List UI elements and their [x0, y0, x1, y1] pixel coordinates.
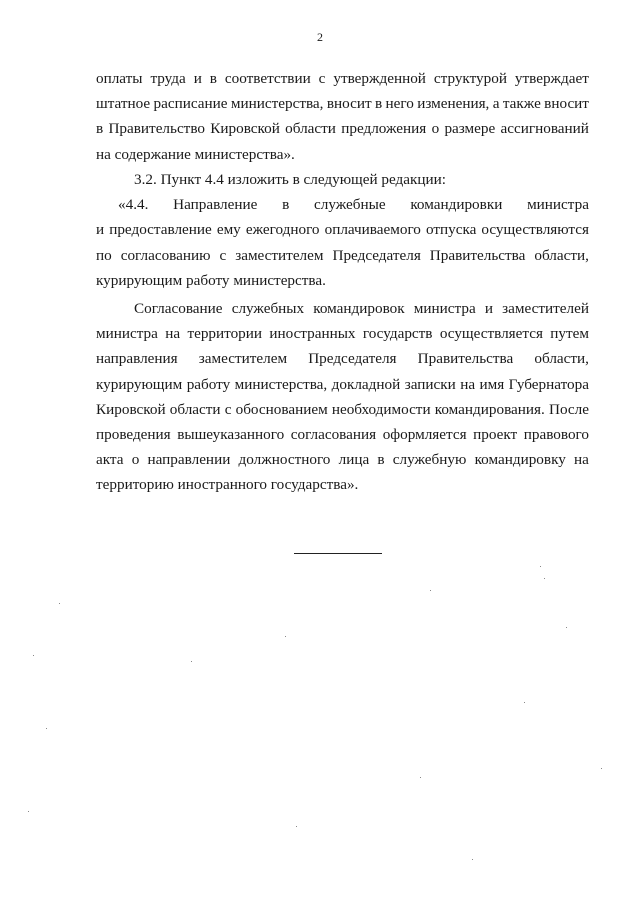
- text-line: курирующим работу министерства, докладной записки на имя Губернатора: [96, 375, 589, 393]
- text-line: министра на территории иностранных государств осуществляется путем: [96, 325, 589, 343]
- text-line: «4.4. Направление в служебные командировки министра: [118, 196, 589, 214]
- scan-speck: [59, 603, 60, 604]
- text-line: в Правительство Кировской области предложения о размере ассигнований: [96, 120, 589, 138]
- scan-speck: [191, 661, 192, 662]
- scan-speck: [46, 728, 47, 729]
- text-line: Кировской области с обоснованием необходимости командирования. После: [96, 400, 589, 418]
- text-line: Согласование служебных командировок министра и заместителей: [134, 300, 589, 317]
- text-line: направления заместителем Председателя Правительства области,: [96, 350, 589, 368]
- scan-speck: [28, 811, 29, 812]
- scan-speck: [544, 578, 545, 579]
- text-line: и предоставление ему ежегодного оплачиваемого отпуска осуществляются: [96, 221, 589, 239]
- scan-speck: [601, 768, 602, 769]
- text-line: оплаты труда и в соответствии с утвержденной структурой утверждает: [96, 70, 589, 87]
- scan-speck: [472, 859, 473, 860]
- text-line: территорию иностранного государства».: [96, 476, 359, 494]
- paragraph-clause-4-4: [96, 167, 589, 293]
- text-line: на содержание министерства».: [96, 145, 295, 163]
- text-line: штатное расписание министерства, вносит в него изменения, а также вносит: [96, 95, 589, 113]
- scan-speck: [296, 826, 297, 827]
- scan-speck: [33, 655, 34, 656]
- paragraph-foreign-trips: [96, 296, 589, 498]
- scan-speck: [566, 627, 567, 628]
- scan-speck: [524, 702, 525, 703]
- paragraph-salary-staffing: [96, 66, 589, 167]
- end-separator-line: [294, 553, 382, 554]
- scan-speck: [285, 636, 286, 637]
- scan-speck: [420, 777, 421, 778]
- text-line: по согласованию с заместителем Председателя Правительства области,: [96, 246, 589, 264]
- page-number: 2: [317, 30, 323, 44]
- scan-speck: [540, 566, 541, 567]
- scan-speck: [430, 590, 431, 591]
- text-line: курирующим работу министерства.: [96, 271, 326, 289]
- text-line: проведения вышеуказанного согласования оформляется проект правового: [96, 425, 589, 443]
- text-line: 3.2. Пункт 4.4 изложить в следующей редакции:: [134, 171, 447, 188]
- text-line: акта о направлении должностного лица в служебную командировку на: [96, 451, 589, 469]
